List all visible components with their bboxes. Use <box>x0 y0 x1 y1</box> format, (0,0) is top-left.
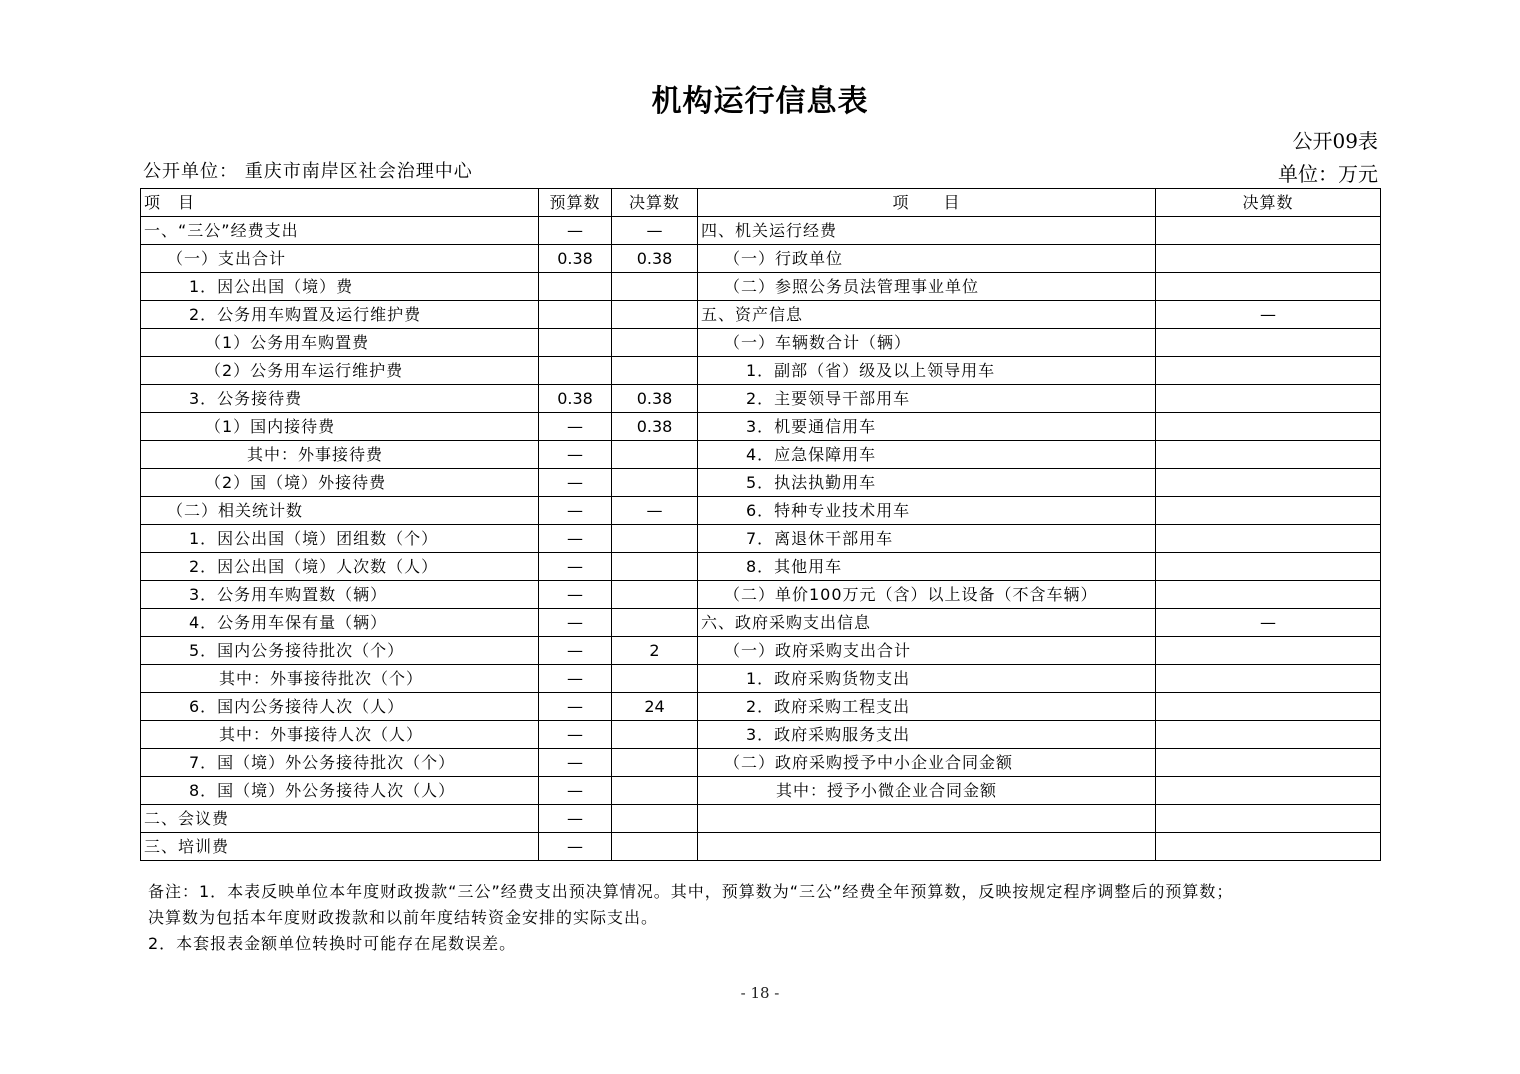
budget-cell: — <box>539 497 612 525</box>
right-item-cell: （一）政府采购支出合计 <box>698 637 1156 665</box>
left-item-cell: 其中：外事接待费 <box>141 441 539 469</box>
left-item-cell: （1）国内接待费 <box>141 413 539 441</box>
right-item-cell: 5．执法执勤用车 <box>698 469 1156 497</box>
right-item-cell: （二）政府采购授予中小企业合同金额 <box>698 749 1156 777</box>
header-right-final: 决算数 <box>1156 189 1381 217</box>
final-cell <box>612 301 698 329</box>
table-row <box>141 525 1381 553</box>
right-item-cell: 3．政府采购服务支出 <box>698 721 1156 749</box>
budget-cell: — <box>539 441 612 469</box>
budget-cell: — <box>539 721 612 749</box>
left-item-cell: 4．公务用车保有量（辆） <box>141 609 539 637</box>
budget-cell: — <box>539 609 612 637</box>
right-final-cell <box>1156 637 1381 665</box>
note-line: 决算数为包括本年度财政拨款和以前年度结转资金安排的实际支出。 <box>148 908 659 927</box>
table-row <box>141 469 1381 497</box>
right-item-cell: 8．其他用车 <box>698 553 1156 581</box>
left-item-cell: 其中：外事接待批次（个） <box>141 665 539 693</box>
final-cell <box>612 357 698 385</box>
final-cell <box>612 721 698 749</box>
right-item-cell <box>698 805 1156 833</box>
budget-cell: — <box>539 581 612 609</box>
table-row <box>141 301 1381 329</box>
header-final: 决算数 <box>612 189 698 217</box>
right-item-cell: 1．政府采购货物支出 <box>698 665 1156 693</box>
budget-cell: — <box>539 413 612 441</box>
right-final-cell: — <box>1156 609 1381 637</box>
right-item-cell: 6．特种专业技术用车 <box>698 497 1156 525</box>
right-item-cell: 7．离退休干部用车 <box>698 525 1156 553</box>
final-cell: 2 <box>612 637 698 665</box>
budget-cell: — <box>539 469 612 497</box>
table-row <box>141 441 1381 469</box>
right-final-cell <box>1156 777 1381 805</box>
right-final-cell <box>1156 665 1381 693</box>
right-final-cell <box>1156 217 1381 245</box>
table-row <box>141 273 1381 301</box>
left-item-cell: （1）公务用车购置费 <box>141 329 539 357</box>
table-row <box>141 357 1381 385</box>
budget-cell: — <box>539 637 612 665</box>
note-line: 备注：1．本表反映单位本年度财政拨款“三公”经费支出预决算情况。其中，预算数为“三公”经费全年预算数，反映按规定程序调整后的预算数； <box>148 882 1234 901</box>
right-final-cell <box>1156 749 1381 777</box>
final-cell <box>612 273 698 301</box>
right-item-cell: （一）行政单位 <box>698 245 1156 273</box>
right-item-cell: （二）单价100万元（含）以上设备（不含车辆） <box>698 581 1156 609</box>
final-cell <box>612 665 698 693</box>
left-item-cell: 1．因公出国（境）费 <box>141 273 539 301</box>
right-item-cell: （二）参照公务员法管理事业单位 <box>698 273 1156 301</box>
right-final-cell <box>1156 805 1381 833</box>
table-row <box>141 413 1381 441</box>
right-final-cell <box>1156 525 1381 553</box>
page-title: 机构运行信息表 <box>651 84 869 119</box>
left-item-cell: 2．因公出国（境）人次数（人） <box>141 553 539 581</box>
right-item-cell: 2．政府采购工程支出 <box>698 693 1156 721</box>
left-item-cell: （二）相关统计数 <box>141 497 539 525</box>
table-row <box>141 329 1381 357</box>
money-unit: 单位：万元 <box>1278 162 1378 186</box>
final-cell: 0.38 <box>612 385 698 413</box>
header-right-item: 项 目 <box>698 189 1156 217</box>
left-item-cell: 三、培训费 <box>141 833 539 861</box>
right-final-cell <box>1156 413 1381 441</box>
budget-cell: — <box>539 665 612 693</box>
table-row <box>141 245 1381 273</box>
right-item-cell: （一）车辆数合计（辆） <box>698 329 1156 357</box>
final-cell <box>612 553 698 581</box>
table-row <box>141 805 1381 833</box>
final-cell <box>612 609 698 637</box>
right-item-cell: 4．应急保障用车 <box>698 441 1156 469</box>
final-cell <box>612 469 698 497</box>
left-item-cell: 二、会议费 <box>141 805 539 833</box>
right-final-cell <box>1156 329 1381 357</box>
final-cell <box>612 441 698 469</box>
right-final-cell <box>1156 721 1381 749</box>
left-item-cell: 3．公务用车购置数（辆） <box>141 581 539 609</box>
final-cell <box>612 581 698 609</box>
right-final-cell <box>1156 497 1381 525</box>
left-item-cell: 其中：外事接待人次（人） <box>141 721 539 749</box>
form-number: 公开09表 <box>1292 129 1378 153</box>
right-final-cell <box>1156 273 1381 301</box>
final-cell: 0.38 <box>612 245 698 273</box>
budget-cell <box>539 301 612 329</box>
budget-cell: — <box>539 749 612 777</box>
right-final-cell <box>1156 469 1381 497</box>
final-cell: 24 <box>612 693 698 721</box>
right-final-cell <box>1156 357 1381 385</box>
budget-cell: — <box>539 525 612 553</box>
note-line: 2．本套报表金额单位转换时可能存在尾数误差。 <box>148 934 517 953</box>
budget-cell: — <box>539 217 612 245</box>
table-row <box>141 497 1381 525</box>
table-row <box>141 777 1381 805</box>
final-cell: — <box>612 497 698 525</box>
right-item-cell: 2．主要领导干部用车 <box>698 385 1156 413</box>
budget-cell <box>539 329 612 357</box>
reporting-unit-name: 重庆市南岸区社会治理中心 <box>244 161 473 182</box>
final-cell: — <box>612 217 698 245</box>
right-item-cell: 3．机要通信用车 <box>698 413 1156 441</box>
left-item-cell: 5．国内公务接待批次（个） <box>141 637 539 665</box>
final-cell <box>612 329 698 357</box>
budget-cell <box>539 273 612 301</box>
info-table <box>140 188 1381 861</box>
table-header-row <box>141 189 1381 217</box>
right-final-cell <box>1156 581 1381 609</box>
table-row <box>141 385 1381 413</box>
page-number: - 18 - <box>740 984 780 1002</box>
final-cell <box>612 525 698 553</box>
budget-cell <box>539 357 612 385</box>
budget-cell: — <box>539 693 612 721</box>
right-item-cell: 1．副部（省）级及以上领导用车 <box>698 357 1156 385</box>
right-item-cell: 六、政府采购支出信息 <box>698 609 1156 637</box>
budget-cell: — <box>539 553 612 581</box>
table-row <box>141 609 1381 637</box>
budget-cell: — <box>539 833 612 861</box>
reporting-unit <box>143 160 473 184</box>
budget-cell: — <box>539 805 612 833</box>
final-cell: 0.38 <box>612 413 698 441</box>
table-row <box>141 693 1381 721</box>
left-item-cell: （2）国（境）外接待费 <box>141 469 539 497</box>
right-item-cell: 五、资产信息 <box>698 301 1156 329</box>
right-final-cell <box>1156 553 1381 581</box>
final-cell <box>612 833 698 861</box>
table-row <box>141 749 1381 777</box>
left-item-cell: 8．国（境）外公务接待人次（人） <box>141 777 539 805</box>
header-left-item: 项 目 <box>141 189 539 217</box>
right-item-cell <box>698 833 1156 861</box>
left-item-cell: 一、“三公”经费支出 <box>141 217 539 245</box>
header-budget: 预算数 <box>539 189 612 217</box>
left-item-cell: 7．国（境）外公务接待批次（个） <box>141 749 539 777</box>
final-cell <box>612 777 698 805</box>
right-final-cell <box>1156 441 1381 469</box>
left-item-cell: 6．国内公务接待人次（人） <box>141 693 539 721</box>
table-row <box>141 833 1381 861</box>
reporting-unit-label: 公开单位： <box>143 161 238 182</box>
right-final-cell <box>1156 693 1381 721</box>
right-final-cell: — <box>1156 301 1381 329</box>
table-row <box>141 637 1381 665</box>
table-row <box>141 721 1381 749</box>
budget-cell: 0.38 <box>539 385 612 413</box>
table-row <box>141 665 1381 693</box>
left-item-cell: （2）公务用车运行维护费 <box>141 357 539 385</box>
table-row <box>141 553 1381 581</box>
left-item-cell: 2．公务用车购置及运行维护费 <box>141 301 539 329</box>
notes <box>148 879 1388 957</box>
table-row <box>141 217 1381 245</box>
right-item-cell: 四、机关运行经费 <box>698 217 1156 245</box>
left-item-cell: 1．因公出国（境）团组数（个） <box>141 525 539 553</box>
left-item-cell: 3．公务接待费 <box>141 385 539 413</box>
budget-cell: 0.38 <box>539 245 612 273</box>
right-final-cell <box>1156 385 1381 413</box>
budget-cell: — <box>539 777 612 805</box>
left-item-cell: （一）支出合计 <box>141 245 539 273</box>
final-cell <box>612 805 698 833</box>
right-item-cell: 其中：授予小微企业合同金额 <box>698 777 1156 805</box>
final-cell <box>612 749 698 777</box>
right-final-cell <box>1156 245 1381 273</box>
table-row <box>141 581 1381 609</box>
right-final-cell <box>1156 833 1381 861</box>
